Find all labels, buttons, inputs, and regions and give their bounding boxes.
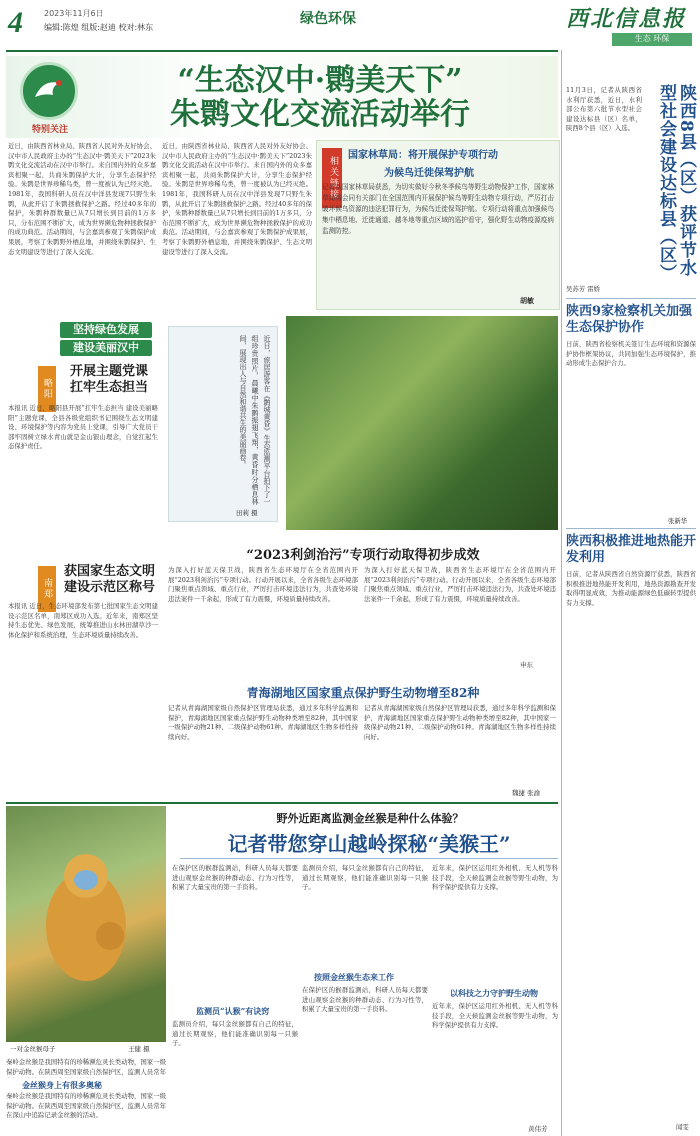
nanzheng-title-line-1: 获国家生态文明 [64,564,156,579]
feature-title-rule [180,858,558,859]
slogan-line-1: 坚持绿色发展 [60,322,152,338]
feature-rule [6,802,558,804]
landscape-photo [286,316,558,530]
feature-body-col-1b: 秦岭金丝猴是我国特有的珍稀濒危灵长类动物，国家一级保护动物。在陕西周至国家级自然保护区，监测人员常年在深山中追踪记录金丝猴的活动。 [6,1092,166,1120]
related-link-tag: 相关链接 [322,148,342,208]
place-tag-luoyang: 略阳 [38,366,56,412]
column-divider [561,50,562,1136]
header-rule [6,50,558,52]
sidebox-signoff: 胡敏 [520,296,534,305]
feature-signoff: 黄伟芳 [528,1125,548,1133]
luoyang-title-line-2: 扛牢生态担当 [70,380,149,395]
feature-body-col-3: 监测员介绍，每只金丝猴都有自己的特征，通过长期观察，他们能准确识别每一只猴子。 [302,864,428,892]
right-story-3-signoff: 闻雯 [676,1123,689,1131]
feature-body-col-2: 在保护区的猴群监测站，科研人员每天都要进山观察金丝猴的种群动态、行为习性等，积累了大量宝贵的第一手资料。 [172,864,298,892]
sidebox-title: 国家林草局：将开展保护专项行动 [348,150,498,161]
feature-subhead-2: 监测员“认猴”有诀窍 [196,1006,270,1016]
poem-box [168,326,278,522]
right-story-2-body: 日前，陕西省检察机关签订生态环境和资源保护协作框架协议，共同加强生态环境保护，推动形成生态保护合力。 [566,340,696,368]
environment-body-col-1: 为深入打好蓝天保卫战，陕西省生态环境厅在全省范围内开展“2023利剑治污”专项行动。行动开展以来，全省各级生态环境部门聚焦重点领域、重点行业，严厉打击环境违法行为，共查处环境违法案件一千余起，形成了有力震慑，环境质量持续改善。 [168,566,358,603]
feature-kicker: 野外近距离监测金丝猴是种什么体验？ [276,812,464,825]
poem-text: 近日，旅居游客在《鹮城黄昏》生态监测平台拍下了一组珍贵照片，晨曦中朱鹮振翅飞翔，黄昏时分栖息林间，展现出人与自然和谐共生的美丽画卷。 [239,335,271,505]
section-title: 绿色环保 [300,11,356,27]
nanzheng-title-line-2: 建设示范区称号 [64,580,156,595]
right-story-3-body: 日前，记者从陕西省自然资源厅获悉，陕西省积极推进地热能开发利用，地热资源勘查开发取得明显成效，为推动能源绿色低碳转型提供有力支撑。 [566,570,696,607]
golden-monkey-photo [6,806,166,1042]
headline-line-2: 朱鹮文化交流活动举行 [170,97,470,132]
article-body-col-2: 近日，由陕西省林业局、陕西省人民对外友好协会、汉中市人民政府主办的“生态汉中·鹮美天下”2023朱鹮文化交流活动在汉中市举行。来自国内外的众多嘉宾相聚一起，共商朱鹮保护大计，分享生态保护经验。朱鹮是世界珍稀鸟类，曾一度被认为已经灭绝。1981年，我国科研人员在汉中洋县发现7只野生朱鹮，从此开启了朱鹮拯救保护之路。经过40多年的保护，朱鹮种群数量已从7只增长到目前的1万多只，分布范围不断扩大，成为世界濒危物种拯救保护的成功典范。活动期间，与会嘉宾参观了朱鹮保护成果展，考察了朱鹮野外栖息地，并围绕朱鹮保护、生态文明建设等进行了深入交流。 [162,142,312,256]
photo-caption: 一对金丝猴母子 [10,1045,56,1053]
qinghai-body-col-2: 记者从青海湖国家级自然保护区管理局获悉，通过多年科学监测和保护，青海湖地区国家重点保护野生动物种类增至82种，其中国家一级保护动物21种、二级保护动物61种。青海湖地区生物多样性持续向好。 [364,704,556,741]
qinghai-body-col-1: 记者从青海湖国家级自然保护区管理局获悉，通过多年科学监测和保护，青海湖地区国家重点保护野生动物种类增至82种，其中国家一级保护动物21种、二级保护动物61种。青海湖地区生物多样性持续向好。 [168,704,358,741]
article-body-col-1: 近日，由陕西省林业局、陕西省人民对外友好协会、汉中市人民政府主办的“生态汉中·鹮美天下”2023朱鹮文化交流活动在汉中市举行。来自国内外的众多嘉宾相聚一起，共商朱鹮保护大计，分享生态保护经验。朱鹮是世界珍稀鸟类，曾一度被认为已经灭绝。1981年，我国科研人员在汉中洋县发现7只野生朱鹮，从此开启了朱鹮拯救保护之路。经过40多年的保护，朱鹮种群数量已从7只增长到目前的1万多只，分布范围不断扩大，成为世界濒危物种拯救保护的成功典范。活动期间，与会嘉宾参观了朱鹮保护成果展，考察了朱鹮野外栖息地，并围绕朱鹮保护、生态文明建设等进行了深入交流。 [8,142,156,256]
headline-line-1: “生态汉中·鹮美天下” [177,63,463,98]
feature-body-col-4: 近年来，保护区运用红外相机、无人机等科技手段，全天候监测金丝猴等野生动物，为科学保护提供有力支撑。 [432,864,558,892]
right-story-1-signoff: 吴苏芳 雷娇 [566,285,600,293]
environment-title: “2023利剑治污”专项行动取得初步成效 [246,548,480,563]
luoyang-body: 本报讯 近日，略阳县开展“扛牢生态担当 建设美丽略阳”主题党课，全县各级党组织书记围绕生态文明建设、环境保护等内容为党员上党课，引导广大党员干部牢固树立绿水青山就是金山银山理念，自觉扛起生态保护责任。 [8,404,158,451]
masthead: 西北信息报 [566,6,687,32]
feature-body-col-2b: 监测员介绍，每只金丝猴都有自己的特征，通过长期观察，他们能准确识别每一只猴子。 [172,1020,298,1048]
right-rule-2 [566,528,696,529]
right-story-1-title: 陕西8县（区）获评节水型社会建设达标县（区） [656,84,696,282]
luoyang-title-line-1: 开展主题党课 [70,364,149,379]
feature-title: 记者带您穿山越岭探秘“美猴王” [227,832,511,856]
editors-line: 编辑:陈煌 组版:赵迪 校对:林东 [44,23,154,32]
environment-body-col-2: 为深入打好蓝天保卫战，陕西省生态环境厅在全省范围内开展“2023利剑治污”专项行动。行动开展以来，全省各级生态环境部门聚焦重点领域、重点行业，严厉打击环境违法行为，共查处环境违法案件一千余起，形成了有力震慑，环境质量持续改善。 [364,566,556,603]
feature-body-col-1: 秦岭金丝猴是我国特有的珍稀濒危灵长类动物，国家一级保护动物。在陕西周至国家级自然保护区，监测人员常年 [6,1058,166,1076]
nanzheng-title [64,564,184,596]
feature-subhead-1: 金丝猴身上有很多奥秘 [22,1080,102,1090]
feature-body-col-3b: 在保护区的猴群监测站，科研人员每天都要进山观察金丝猴的种群动态、行为习性等，积累了大量宝贵的第一手资料。 [302,986,428,1014]
slogan-stamp [60,322,152,358]
logo-caption: 特别关注 [31,125,68,135]
photo-credit: 王健 摄 [128,1045,150,1053]
right-story-2-title: 陕西9家检察机关加强生态保护协作 [566,304,693,335]
feature-subhead-3: 按照金丝猴生态来工作 [314,972,394,982]
qinghai-signoff: 魏捷 张渝 [512,789,541,797]
environment-signoff: 申东 [520,661,533,669]
right-story-1-body: 11月3日，记者从陕西省水利厅获悉，近日，水利部公布第六批节水型社会建设达标县（区）名单，陕西8个县（区）入选。 [566,86,642,133]
qinghai-title: 青海湖地区国家重点保护野生动物增至82种 [246,686,480,700]
feature-subhead-4: 以科技之力守护野生动物 [450,988,538,998]
nanzheng-body: 本报讯 近日，生态环境部发布第七批国家生态文明建设示范区名单，南郑区成功入选。近年来，南郑区坚持生态优先、绿色发展，统筹推进山水林田湖草沙一体化保护和系统治理，生态环境质量持续改善。 [8,602,158,639]
ibis-logo-icon [20,62,78,120]
sidebox-body: 记者从国家林草局获悉，为切实做好今秋冬季候鸟等野生动物保护工作，国家林草局将会同有关部门在全国范围内开展保护候鸟等野生动物专项行动，严厉打击破坏候鸟资源的违法犯罪行为，为候鸟迁徙保驾护航。专项行动将重点加强候鸟集中栖息地、迁徙通道、越冬地等重点区域的巡护看守，强化野生动物疫源疫病监测防控。 [322,183,554,235]
masthead-sub: 生态 环保 [612,33,692,46]
right-story-3-title: 陕西积极推进地热能开发利用 [566,534,697,565]
right-story-2-signoff: 张新华 [668,517,688,525]
slogan-line-2: 建设美丽汉中 [60,340,152,356]
headline [100,64,540,132]
poem-signoff: 田莉 摄 [236,509,258,517]
issue-date: 2023年11月6日 [44,9,104,18]
place-tag-nanzheng: 南郑 [38,566,56,612]
right-rule-1 [566,298,696,299]
feature-body-col-4b: 近年来，保护区运用红外相机、无人机等科技手段，全天候监测金丝猴等野生动物，为科学保护提供有力支撑。 [432,1002,558,1030]
sidebox-subtitle: 为候鸟迁徙保驾护航 [384,168,474,179]
page-header [0,0,700,48]
page-number: 4 [8,6,23,39]
